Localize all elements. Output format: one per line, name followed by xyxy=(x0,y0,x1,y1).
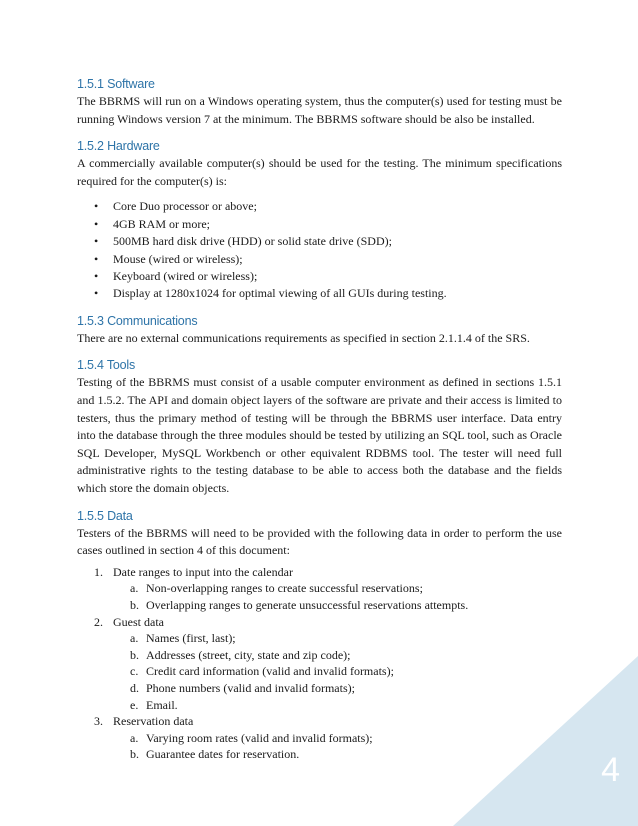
sub-list-text: Phone numbers (valid and invalid formats); xyxy=(146,680,355,695)
sub-list-text: Varying room rates (valid and invalid formats); xyxy=(146,730,373,745)
sub-list-letter: b. xyxy=(130,747,139,762)
sub-list-letter: b. xyxy=(130,597,139,612)
list-item xyxy=(77,564,562,614)
list-item: • Mouse (wired or wireless); xyxy=(77,251,562,268)
list-item-text: Date ranges to input into the calendar xyxy=(113,564,293,579)
hardware-bullet-list xyxy=(77,198,562,302)
section-heading-software: 1.5.1 Software xyxy=(77,77,155,91)
section-paragraph-hardware: A commercially available computer(s) should be used for the testing. The minimum specifications required for the computer(s) is: xyxy=(77,156,562,188)
sub-list-text: Guarantee dates for reservation. xyxy=(146,747,300,762)
sub-list-letter: c. xyxy=(130,664,139,679)
section-heading-hardware: 1.5.2 Hardware xyxy=(77,139,160,154)
sub-list-letter: b. xyxy=(130,647,139,662)
sub-list-text: Non-overlapping ranges to create successful reservations; xyxy=(146,581,423,596)
list-number: 1. xyxy=(94,564,103,579)
sub-list xyxy=(113,580,562,613)
list-item: • Keyboard (wired or wireless); xyxy=(77,268,562,285)
sub-list-text: Email. xyxy=(146,697,178,712)
sub-list-text: Credit card information (valid and invalid formats); xyxy=(146,664,394,679)
list-item: • 4GB RAM or more; xyxy=(77,216,562,233)
list-item: • Core Duo processor or above; xyxy=(77,198,562,215)
sub-list-letter: a. xyxy=(130,631,139,646)
section-paragraph-data: Testers of the BBRMS will need to be provided with the following data in order to perform the use cases outlined in section 4 of this document: xyxy=(77,525,562,558)
list-number: 3. xyxy=(94,714,103,729)
list-item-text: Reservation data xyxy=(113,714,194,729)
sub-list-letter: a. xyxy=(130,730,139,745)
sub-list-letter: a. xyxy=(130,581,139,596)
sub-list-letter: e. xyxy=(130,697,139,712)
sub-list-text: Names (first, last); xyxy=(146,631,236,646)
sub-list-item xyxy=(113,630,562,647)
sub-list-text: Overlapping ranges to generate unsuccessful reservations attempts. xyxy=(146,597,469,612)
sub-list-item xyxy=(113,597,562,614)
section-paragraph-software: The BBRMS will run on a Windows operating system, thus the computer(s) used for testing must be running Windows version 7 at the minimum. The BBRMS software should be also be installed. xyxy=(77,94,562,126)
section-heading-communications: 1.5.3 Communications xyxy=(77,313,198,328)
corner-decoration xyxy=(453,656,638,826)
sub-list-text: Addresses (street, city, state and zip code); xyxy=(146,647,351,662)
section-heading-data: 1.5.5 Data xyxy=(77,508,133,523)
list-item: • Display at 1280x1024 for optimal viewing of all GUIs during testing. xyxy=(77,285,562,302)
page-number: 4 xyxy=(601,751,620,789)
sub-list-item xyxy=(113,580,562,597)
sub-list-letter: d. xyxy=(130,680,139,695)
section-paragraph-tools: Testing of the BBRMS must consist of a usable computer environment as defined in sections 1.5.1 and 1.5.2. The API and domain object layers of the software are private and their access is limited to testers, thus the primary method of testing will be through the BBRMS user interface. Data entry into the database through the three modules should be tested by utilizing an SQL tool, such as Oracle SQL Developer, MySQL Workbench or other equivalent RDBMS tool. The tester will need full administrative rights to the testing database to be able to access both the database and the fields which store the domain objects. xyxy=(77,375,562,495)
list-item: • 500MB hard disk drive (HDD) or solid state drive (SDD); xyxy=(77,233,562,250)
list-item-text: Guest data xyxy=(113,614,164,629)
list-number: 2. xyxy=(94,614,103,629)
section-heading-tools: 1.5.4 Tools xyxy=(77,358,136,373)
section-paragraph-communications: There are no external communications requirements as specified in section 2.1.1.4 of the SRS. xyxy=(77,330,530,345)
